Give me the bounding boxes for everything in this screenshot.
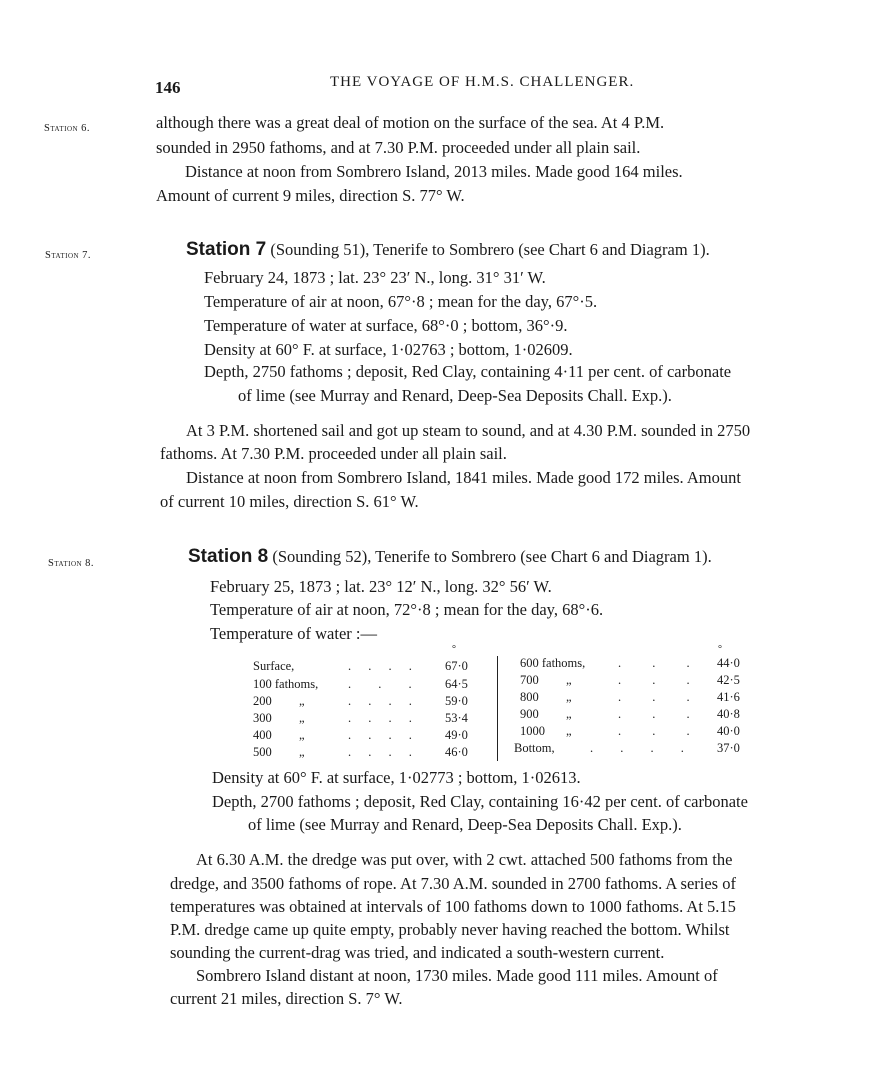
table-ditto: „: [299, 728, 305, 742]
station-7-narrative: fathoms. At 7.30 P.M. proceeded under all plain sail.: [160, 444, 507, 463]
table-leader: . . .: [618, 707, 704, 721]
table-ditto: „: [566, 707, 572, 721]
station-6-line: Amount of current 9 miles, direction S. 77° W.: [156, 186, 465, 205]
table-depth: Bottom,: [514, 741, 555, 755]
station-7-narrative: Distance at noon from Sombrero Island, 1841 miles. Made good 172 miles. Amount: [186, 468, 741, 487]
table-leader: . . . .: [590, 741, 696, 755]
station-8-heading: [188, 546, 712, 568]
table-depth: 400: [253, 728, 272, 742]
table-temp: 40·0: [717, 724, 740, 738]
table-temp: 46·0: [445, 745, 468, 759]
station-7-detail: Temperature of air at noon, 67°·8 ; mean for the day, 67°·5.: [204, 292, 598, 311]
station-8-narrative: Sombrero Island distant at noon, 1730 miles. Made good 111 miles. Amount of: [196, 966, 718, 985]
table-leader: . . . .: [348, 659, 419, 673]
station-7-detail: Temperature of water at surface, 68°·0 ; bottom, 36°·9.: [204, 316, 568, 335]
station-8-detail: February 25, 1873 ; lat. 23° 12′ N., long. 32° 56′ W.: [210, 577, 552, 596]
table-ditto: „: [566, 724, 572, 738]
table-temp: 53·4: [445, 711, 468, 725]
table-depth: 600 fathoms,: [520, 656, 586, 670]
page-number: 146: [155, 78, 181, 97]
table-depth: 800: [520, 690, 539, 704]
table-depth: 200: [253, 694, 272, 708]
station-7-narrative: of current 10 miles, direction S. 61° W.: [160, 492, 419, 511]
station-8-narrative: current 21 miles, direction S. 7° W.: [170, 989, 403, 1008]
degree-mark: °: [718, 644, 722, 655]
table-depth: Surface,: [253, 659, 295, 673]
table-ditto: „: [566, 673, 572, 687]
table-leader: . . . .: [348, 728, 419, 742]
table-depth: 700: [520, 673, 539, 687]
station-8-narrative: dredge, and 3500 fathoms of rope. At 7.30 A.M. sounded in 2700 fathoms. A series of: [170, 874, 736, 893]
table-temp: 41·6: [717, 690, 740, 704]
table-ditto: „: [299, 711, 305, 725]
running-title: THE VOYAGE OF H.M.S. CHALLENGER.: [330, 74, 635, 90]
station-8-narrative: temperatures was obtained at intervals of 100 fathoms down to 1000 fathoms. At 5.15: [170, 897, 736, 916]
station-8-narrative: P.M. dredge came up quite empty, probably never having reached the bottom. Whilst: [170, 920, 730, 939]
table-temp: 49·0: [445, 728, 468, 742]
station-8-narrative: sounding the current-drag was tried, and indicated a south-western current.: [170, 943, 665, 962]
table-leader: . . . .: [348, 745, 419, 759]
station-6-line: although there was a great deal of motion on the surface of the sea. At 4 P.M.: [156, 113, 665, 132]
table-leader: . . .: [618, 690, 704, 704]
table-leader: . . . .: [348, 711, 419, 725]
station-6-line: Distance at noon from Sombrero Island, 2013 miles. Made good 164 miles.: [185, 162, 683, 181]
table-leader: . . .: [618, 656, 704, 670]
table-leader: . . .: [618, 724, 704, 738]
table-temp: 64·5: [445, 677, 468, 691]
table-temp: 44·0: [717, 656, 740, 670]
table-depth: 300: [253, 711, 272, 725]
table-ditto: „: [566, 690, 572, 704]
table-temp: 67·0: [445, 659, 468, 673]
station-8-detail: Temperature of air at noon, 72°·8 ; mean for the day, 68°·6.: [210, 600, 604, 619]
station-8-detail: Density at 60° F. at surface, 1·02773 ; bottom, 1·02613.: [212, 768, 581, 787]
table-depth: 500: [253, 745, 272, 759]
table-temp: 37·0: [717, 741, 740, 755]
degree-mark: °: [452, 644, 456, 655]
station-7-heading-text: (Sounding 51), Tenerife to Sombrero (see Chart 6 and Diagram 1).: [266, 240, 710, 259]
table-temp: 40·8: [717, 707, 740, 721]
station-8-narrative: At 6.30 A.M. the dredge was put over, with 2 cwt. attached 500 fathoms from the: [196, 850, 733, 869]
margin-label-station-8: Station 8.: [48, 558, 95, 569]
station-7-detail: of lime (see Murray and Renard, Deep-Sea Deposits Chall. Exp.).: [238, 386, 672, 405]
station-7-heading: [186, 239, 710, 261]
margin-label-station-7: Station 7.: [45, 250, 92, 261]
table-depth: 100 fathoms,: [253, 677, 319, 691]
station-8-detail: Temperature of water :—: [210, 624, 377, 643]
table-divider: [497, 656, 498, 761]
table-depth: 900: [520, 707, 539, 721]
table-temp: 59·0: [445, 694, 468, 708]
table-depth: 1000: [520, 724, 545, 738]
table-leader: . . . .: [348, 694, 419, 708]
station-8-heading-bold: Station 8: [188, 546, 269, 567]
table-temp: 42·5: [717, 673, 740, 687]
station-7-heading-bold: Station 7: [186, 239, 267, 260]
station-7-narrative: At 3 P.M. shortened sail and got up steam to sound, and at 4.30 P.M. sounded in 2750: [186, 421, 751, 440]
table-ditto: „: [299, 694, 305, 708]
table-ditto: „: [299, 745, 305, 759]
table-leader: . . .: [618, 673, 704, 687]
station-8-heading-text: (Sounding 52), Tenerife to Sombrero (see Chart 6 and Diagram 1).: [268, 547, 712, 566]
station-8-detail: Depth, 2700 fathoms ; deposit, Red Clay, containing 16·42 per cent. of carbonate: [212, 792, 748, 811]
station-7-detail: Density at 60° F. at surface, 1·02763 ; bottom, 1·02609.: [204, 340, 573, 359]
station-8-detail: of lime (see Murray and Renard, Deep-Sea Deposits Chall. Exp.).: [248, 815, 682, 834]
station-7-detail: February 24, 1873 ; lat. 23° 23′ N., long. 31° 31′ W.: [204, 268, 546, 287]
station-7-detail: Depth, 2750 fathoms ; deposit, Red Clay, containing 4·11 per cent. of carbonate: [204, 362, 732, 381]
station-6-line: sounded in 2950 fathoms, and at 7.30 P.M. proceeded under all plain sail.: [156, 138, 641, 157]
table-leader: . . .: [348, 677, 424, 691]
margin-label-station-6: Station 6.: [44, 123, 91, 134]
